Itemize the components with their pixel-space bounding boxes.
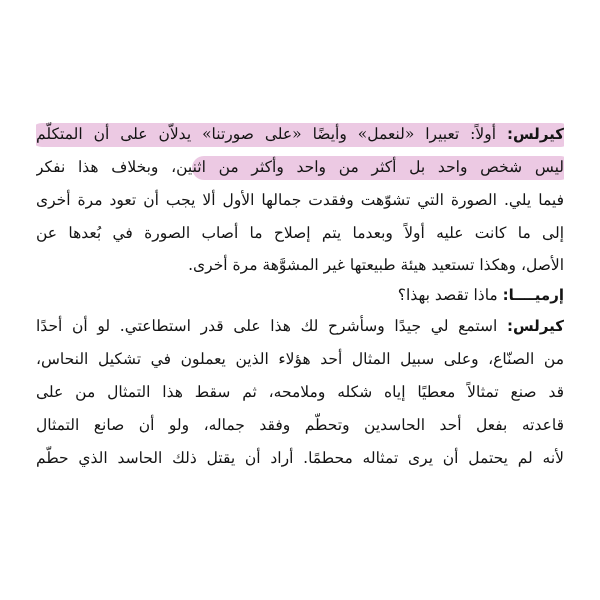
- text-line: [36, 118, 564, 151]
- line-text: لأنه لم يحتمل أن يرى تمثاله محطمًا. أراد أن يقتل ذلك الحاسد الذي حطّم: [36, 449, 564, 467]
- dialogue-text: [36, 118, 564, 475]
- speaker-name: كيرلس:: [506, 317, 564, 335]
- line-text: إلى ما كانت عليه أولاً وبعدما يتم إصلاح ما أصاب الصورة في بُعدها عن: [36, 224, 564, 242]
- line-text: أولاً: تعبيرا «لنعمل» وأيضًا «على صورتنا» يدلاّن على أن المتكلّم: [36, 125, 497, 143]
- line-text: قد صنع تمثالاً معطيًا إياه شكله وملامحه، ثم سقط هذا التمثال من على: [36, 383, 564, 401]
- speaker-name: كيرلس:: [506, 125, 564, 143]
- text-line: [36, 250, 564, 280]
- line-text: فيما يلي. الصورة التي تشوّهت وفقدت جمالها الأول ألا يجب أن تعود مرة أخرى: [36, 191, 564, 209]
- speaker-name: إرميــــا:: [502, 286, 564, 304]
- text-line: [36, 310, 564, 343]
- line-text: الأصل، وهكذا تستعيد هيئة طبيعتها غير المشوَّهة مرة أخرى.: [188, 256, 564, 274]
- line-text: استمع لي جيدًا وسأشرح لك هذا على قدر استطاعتي. لو أن أحدًا: [36, 317, 498, 335]
- text-line: [36, 151, 564, 184]
- line-text: من الصنّاع، وعلى سبيل المثال أحد هؤلاء الذين يعملون في تشكيل النحاس،: [36, 350, 564, 368]
- line-text: ليس شخص واحد بل أكثر من واحد وأكثر من اثنين، وبخلاف هذا نفكر: [36, 158, 564, 176]
- text-line: [36, 376, 564, 409]
- text-line: [36, 280, 564, 310]
- text-line: [36, 343, 564, 376]
- line-text: قاعدته بفعل أحد الحاسدين وتحطّم وفقد جماله، ولو أن صانع التمثال: [36, 416, 564, 434]
- line-text: ماذا تقصد بهذا؟: [397, 286, 498, 304]
- text-line: [36, 442, 564, 475]
- text-line: [36, 184, 564, 217]
- text-line: [36, 409, 564, 442]
- text-line: [36, 217, 564, 250]
